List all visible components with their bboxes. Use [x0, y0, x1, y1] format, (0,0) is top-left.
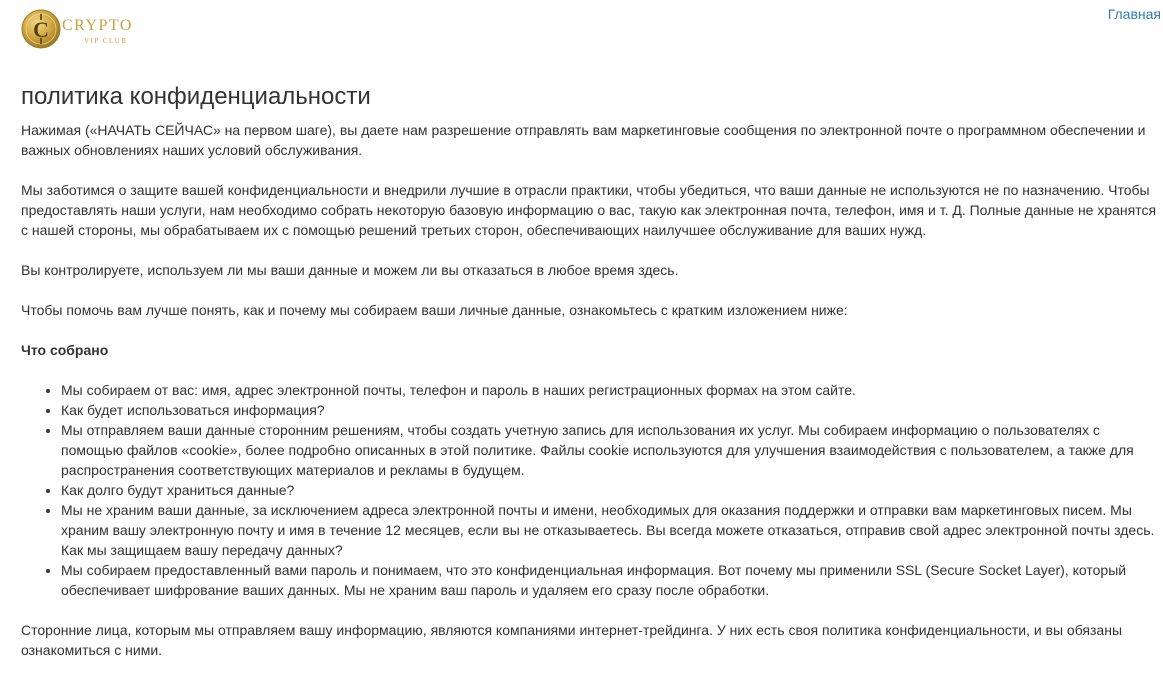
consent-paragraph: Нажимая («НАЧАТЬ СЕЙЧАС» на первом шаге), вы даете нам разрешение отправлять вам маркетинговые сообщения по электронной почте о программном обеспечении и важных обновлениях наших условий обслуживания. [21, 122, 1146, 158]
list-item: • Мы отправляем ваши данные сторонним решениям, чтобы создать учетную запись для использования их услуг. Мы собираем информацию о пользователях с помощью файлов «cookie», более подробно описанных в этой политике. Файлы cookie используются для улучшения взаимодействия с пользователем, а также для распространения соответствующих материалов и рекламы в будущем. [61, 420, 1159, 480]
list-item: • Мы собираем от вас: имя, адрес электронной почты, телефон и пароль в наших регистрационных формах на этом сайте. [61, 380, 1159, 400]
site-logo[interactable] [20, 8, 145, 50]
list-item: • Как долго будут храниться данные? [61, 480, 1159, 500]
control-paragraph: Вы контролируете, используем ли мы ваши данные и можем ли вы отказаться в любое время здесь. [21, 262, 679, 278]
coin-c-icon [22, 10, 60, 48]
privacy-policy-content [21, 82, 1159, 680]
page-title: политика конфиденциальности [21, 83, 371, 110]
data-protection-paragraph: Мы заботимся о защите вашей конфиденциальности и внедрили лучшие в отрасли практики, чтобы убедиться, что ваши данные не используются не по назначению. Чтобы предоставлять наши услуги, нам необходимо собрать некоторую базовую информацию о вас, такую как электронная почта, телефон, имя и т. Д. Полные данные не хранятся с нашей стороны, мы обрабатываем их с помощью решений третьих сторон, обеспечивающих наилучшее обслуживание для ваших нужд. [21, 182, 1157, 238]
logo-graphic [20, 8, 145, 50]
summary-intro-paragraph: Чтобы помочь вам лучше понять, как и почему мы собираем ваши личные данные, ознакомьтесь с кратким изложением ниже: [21, 302, 848, 318]
third-party-paragraph: Сторонние лица, которым мы отправляем вашу информацию, являются компаниями интернет-трейдинга. У них есть своя политика конфиденциальности, и вы обязаны ознакомиться с ними. [21, 622, 1123, 658]
list-item: • Мы собираем предоставленный вами пароль и понимаем, что это конфиденциальная информация. Вот почему мы применили SSL (Secure Socket Layer), который обеспечивает шифрование ваших данных. Мы не храним ваш пароль и удаляем его сразу после обработки. [61, 560, 1159, 600]
collected-info-list [21, 380, 1159, 600]
logo-wordmark: CRYPTO [62, 17, 133, 34]
list-item: • Как будет использоваться информация? [61, 400, 1159, 420]
section-heading-collected: Что собрано [21, 342, 109, 358]
list-item: • Мы не храним ваши данные, за исключением адреса электронной почты и имени, необходимых для оказания поддержки и отправки вам маркетинговых писем. Мы храним вашу электронную почту и имя в течение 12 месяцев, если вы не отказываетесь. Вы всегда можете отказаться, отправив свой адрес электронной почты здесь. Как мы защищаем вашу передачу данных? [61, 500, 1159, 560]
nav-home-link[interactable]: Главная [1107, 6, 1161, 22]
svg-text:C: C [33, 17, 49, 42]
logo-tagline: VIP CLUB [84, 37, 128, 45]
